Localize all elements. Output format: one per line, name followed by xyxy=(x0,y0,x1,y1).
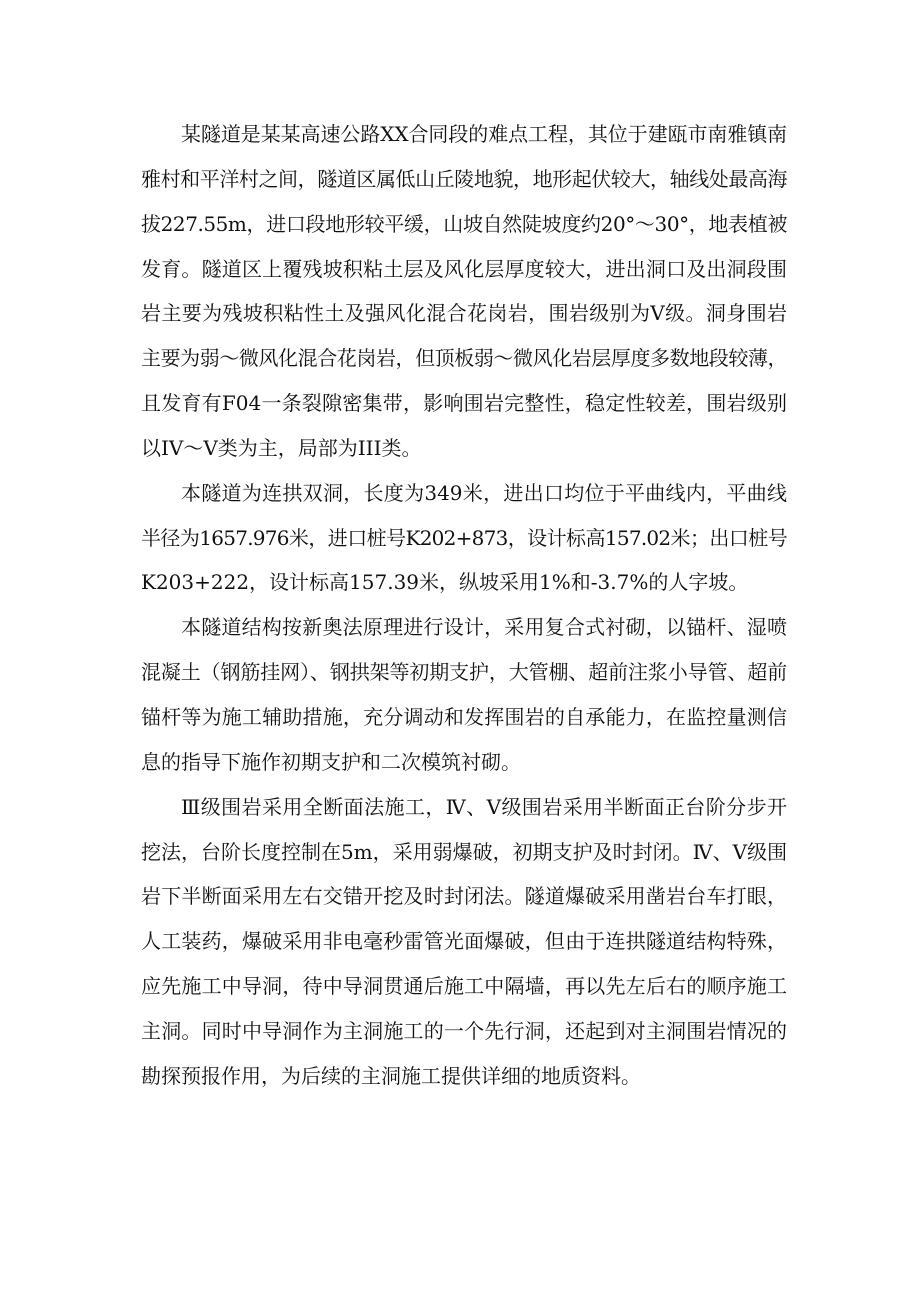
paragraph-1-line-3: 拔227.55m，进口段地形较平缓，山坡自然陡坡度约20°～30°，地表植被 xyxy=(141,211,787,236)
paragraph-3-line-1: 本隧道结构按新奥法原理进行设计，采用复合式衬砌，以锚杆、湿喷 xyxy=(181,615,787,640)
paragraph-1-line-4: 发育。隧道区上覆残坡积粘土层及风化层厚度较大，进出洞口及出洞段围 xyxy=(141,256,787,281)
paragraph-1-line-5: 岩主要为残坡积粘性土及强风化混合花岗岩，围岩级别为V级。洞身围岩 xyxy=(141,301,787,326)
document-body xyxy=(141,112,787,1099)
paragraph-1-line-2: 雅村和平洋村之间，隧道区属低山丘陵地貌，地形起伏较大，轴线处最高海 xyxy=(141,166,787,191)
paragraph-4-line-5: 应先施工中导洞，待中导洞贯通后施工中隔墙，再以先左后右的顺序施工 xyxy=(141,974,787,999)
paragraph-4-line-4: 人工装药，爆破采用非电毫秒雷管光面爆破，但由于连拱隧道结构特殊， xyxy=(141,929,787,954)
paragraph-4-line-6: 主洞。同时中导洞作为主洞施工的一个先行洞，还起到对主洞围岩情况的 xyxy=(141,1018,787,1043)
paragraph-4-line-3: 岩下半断面采用左右交错开挖及时封闭法。隧道爆破采用凿岩台车打眼， xyxy=(141,884,787,909)
paragraph-2-line-1: 本隧道为连拱双洞，长度为349米，进出口均位于平曲线内，平曲线 xyxy=(181,480,787,505)
paragraph-3-line-3: 锚杆等为施工辅助措施，充分调动和发挥围岩的自承能力，在监控量测信 xyxy=(141,704,787,729)
paragraph-4-line-1: Ⅲ级围岩采用全断面法施工，Ⅳ、Ⅴ级围岩采用半断面正台阶分步开 xyxy=(181,794,787,819)
paragraph-2-line-2: 半径为1657.976米，进口桩号K202+873，设计标高157.02米；出口桩号 xyxy=(141,525,787,550)
paragraph-3-line-4: 息的指导下施作初期支护和二次模筑衬砌。 xyxy=(141,749,521,774)
paragraph-2-line-3: K203+222，设计标高157.39米，纵坡采用1%和-3.7%的人字坡。 xyxy=(141,570,749,595)
paragraph-4-line-7: 勘探预报作用，为后续的主洞施工提供详细的地质资料。 xyxy=(141,1063,641,1088)
paragraph-1-line-1: 某隧道是某某高速公路XX合同段的难点工程，其位于建瓯市南雅镇南 xyxy=(181,122,787,146)
paragraph-1-line-7: 且发育有F04一条裂隙密集带，影响围岩完整性，稳定性较差，围岩级别 xyxy=(141,391,787,416)
paragraph-4-line-2: 挖法，台阶长度控制在5m，采用弱爆破，初期支护及时封闭。Ⅳ、Ⅴ级围 xyxy=(141,839,787,864)
paragraph-3-line-2: 混凝土（钢筋挂网）、钢拱架等初期支护，大管棚、超前注浆小导管、超前 xyxy=(141,660,787,685)
paragraph-1-line-8: 以IV～V类为主，局部为III类。 xyxy=(141,435,422,460)
paragraph-1-line-6: 主要为弱～微风化混合花岗岩，但顶板弱～微风化岩层厚度多数地段较薄， xyxy=(141,346,787,371)
